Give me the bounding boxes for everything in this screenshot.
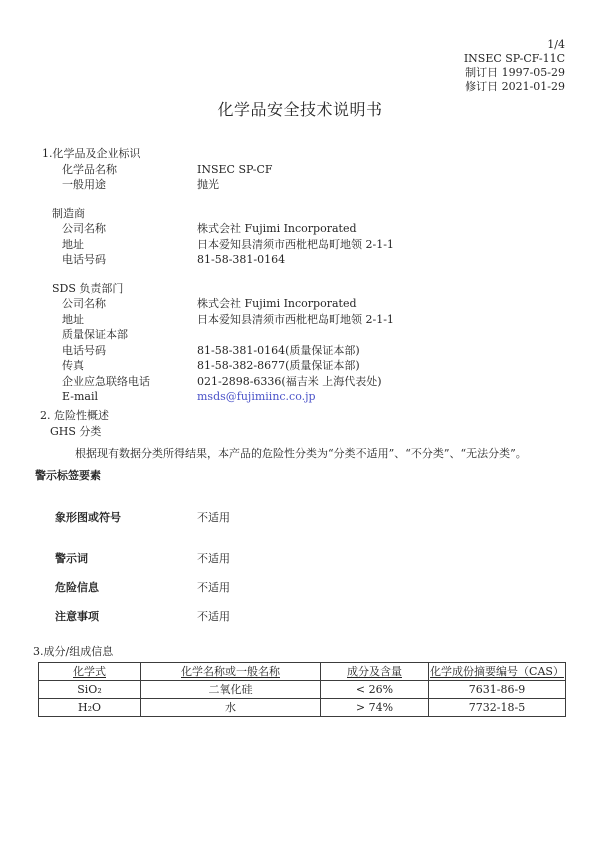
warning-row bbox=[55, 510, 600, 525]
field-row bbox=[62, 162, 600, 178]
warning-row bbox=[55, 580, 600, 595]
section-hazard-overview bbox=[0, 408, 600, 462]
field-label: 化学品名称 bbox=[62, 162, 117, 176]
section-identification bbox=[0, 146, 600, 405]
warning-label-elements bbox=[0, 468, 600, 624]
field-row bbox=[62, 296, 600, 312]
field-value: 81-58-381-0164 bbox=[197, 253, 286, 266]
field-row bbox=[62, 374, 600, 390]
email-link[interactable]: msds@fujimiinc.co.jp bbox=[197, 390, 316, 403]
field-label: 地址 bbox=[62, 237, 84, 251]
field-row bbox=[62, 327, 600, 343]
field-row bbox=[62, 252, 600, 268]
field-row bbox=[62, 221, 600, 237]
table-cell: SiO₂ bbox=[39, 680, 141, 698]
sds-department-group bbox=[0, 281, 600, 405]
field-label: 电话号码 bbox=[62, 343, 106, 357]
column-header: 成分及含量 bbox=[321, 662, 429, 680]
field-value: 日本爱知县清须市西枇杷岛町地领 2-1-1 bbox=[197, 237, 394, 251]
document-header-block bbox=[464, 38, 565, 94]
warning-heading: 警示标签要素 bbox=[35, 469, 101, 482]
table-row bbox=[39, 680, 566, 698]
composition-table bbox=[38, 662, 566, 717]
ghs-classification-label: GHS 分类 bbox=[50, 425, 102, 438]
table-row bbox=[39, 698, 566, 716]
field-label: 地址 bbox=[62, 312, 84, 326]
manufacturer-group bbox=[0, 206, 600, 268]
field-value: 021-2898-6336(福吉米 上海代表处) bbox=[197, 374, 382, 388]
warning-row bbox=[55, 609, 600, 624]
document-code: INSEC SP-CF-11C bbox=[463, 52, 565, 65]
warning-label: 警示词 bbox=[55, 552, 88, 565]
field-label: 公司名称 bbox=[62, 222, 106, 235]
page-number: 1/4 bbox=[547, 38, 565, 51]
column-header: 化学名称或一般名称 bbox=[141, 662, 321, 680]
section-composition bbox=[0, 644, 600, 717]
sds-department-heading: SDS 负责部门 bbox=[52, 281, 124, 295]
created-date: 制订日 1997-05-29 bbox=[465, 66, 565, 79]
field-label: E-mail bbox=[62, 390, 98, 403]
section1-heading: 1.化学品及企业标识 bbox=[42, 147, 141, 160]
field-value: INSEC SP-CF bbox=[197, 162, 273, 176]
warning-row bbox=[55, 551, 600, 566]
section2-heading: 2. 危险性概述 bbox=[40, 409, 109, 422]
warning-label: 注意事项 bbox=[55, 610, 99, 623]
table-cell: H₂O bbox=[39, 698, 141, 716]
warning-value: 不适用 bbox=[197, 581, 230, 594]
column-header: 化学式 bbox=[39, 662, 141, 680]
section3-heading: 3.成分/组成信息 bbox=[33, 645, 114, 658]
warning-label: 象形图或符号 bbox=[55, 511, 121, 524]
revised-date: 修订日 2021-01-29 bbox=[465, 80, 565, 93]
field-row bbox=[62, 389, 600, 405]
field-value: 株式会社 Fujimi Incorporated bbox=[197, 222, 357, 235]
table-cell: > 74% bbox=[321, 698, 429, 716]
field-value: 81-58-382-8677(质量保证本部) bbox=[197, 359, 360, 372]
warning-label: 危险信息 bbox=[55, 581, 99, 594]
manufacturer-heading: 制造商 bbox=[52, 206, 85, 220]
field-row bbox=[62, 343, 600, 359]
column-header: 化学成份摘要编号（CAS） bbox=[429, 662, 566, 680]
field-label: 一般用途 bbox=[62, 178, 106, 191]
warning-value: 不适用 bbox=[197, 511, 230, 524]
field-value: 81-58-381-0164(质量保证本部) bbox=[197, 343, 360, 357]
table-cell: 水 bbox=[141, 698, 321, 716]
field-label: 质量保证本部 bbox=[62, 328, 128, 341]
field-row bbox=[62, 312, 600, 328]
ghs-classification-text: 根据现有数据分类所得结果，本产品的危险性分类为“分类不适用”、“不分类”、“无法分类”。 bbox=[75, 447, 527, 460]
table-cell: 二氧化硅 bbox=[141, 680, 321, 698]
field-value: 株式会社 Fujimi Incorporated bbox=[197, 297, 357, 310]
field-label: 电话号码 bbox=[62, 253, 106, 266]
field-label: 传真 bbox=[62, 359, 84, 372]
field-row bbox=[62, 358, 600, 374]
table-cell: 7732-18-5 bbox=[429, 698, 566, 716]
field-value bbox=[197, 327, 600, 343]
warning-value: 不适用 bbox=[197, 552, 230, 565]
table-cell: < 26% bbox=[321, 680, 429, 698]
page-title: 化学品安全技术说明书 bbox=[217, 100, 383, 119]
warning-value: 不适用 bbox=[197, 610, 230, 623]
table-header-row bbox=[39, 662, 566, 680]
field-row bbox=[62, 237, 600, 253]
field-row bbox=[62, 177, 600, 193]
table-cell: 7631-86-9 bbox=[429, 680, 566, 698]
field-value: 日本爱知县清须市西枇杷岛町地领 2-1-1 bbox=[197, 312, 394, 326]
field-value: 抛光 bbox=[197, 178, 219, 191]
field-label: 企业应急联络电话 bbox=[62, 374, 150, 388]
field-label: 公司名称 bbox=[62, 297, 106, 310]
